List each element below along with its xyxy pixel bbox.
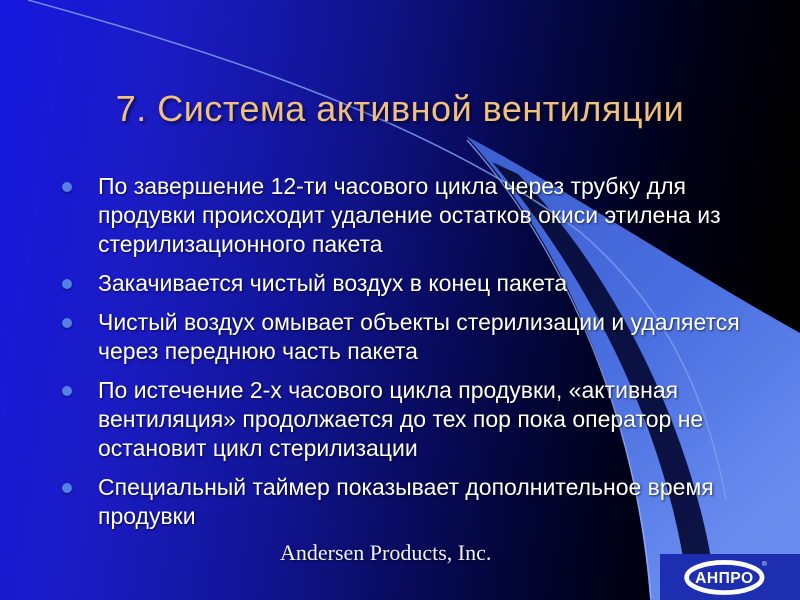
list-item	[62, 308, 744, 366]
logo-text: АНПРО	[695, 569, 754, 588]
list-item	[62, 269, 744, 298]
bullet-text: Закачивается чистый воздух в конец пакета	[98, 270, 568, 296]
bullet-icon	[62, 386, 72, 396]
list-item	[62, 172, 744, 259]
slide-title: 7. Система активной вентиляции	[115, 88, 685, 129]
list-item	[62, 376, 744, 463]
trademark-icon: ®	[762, 561, 767, 569]
bullet-list	[62, 172, 744, 541]
bullet-text: Чистый воздух омывает объекты стерилизации и удаляется через переднюю часть пакета	[98, 309, 740, 364]
bullet-text: Специальный таймер показывает дополнительное время продувки	[98, 474, 714, 529]
bullet-icon	[62, 483, 72, 493]
logo-box	[660, 554, 800, 600]
bullet-icon	[62, 182, 72, 192]
bullet-icon	[62, 318, 72, 328]
bullet-icon	[62, 279, 72, 289]
company-name: Andersen Products, Inc.	[280, 540, 492, 565]
bullet-text: По истечение 2-х часового цикла продувки, «активная вентиляция» продолжается до тех пор пока оператор не остановит цикл стерилизации	[98, 377, 704, 461]
list-item	[62, 473, 744, 531]
bullet-text: По завершение 12-ти часового цикла через трубку для продувки происходит удаление остатков окиси этилена из стерилизационного пакета	[98, 173, 721, 257]
anpro-logo	[664, 555, 796, 599]
